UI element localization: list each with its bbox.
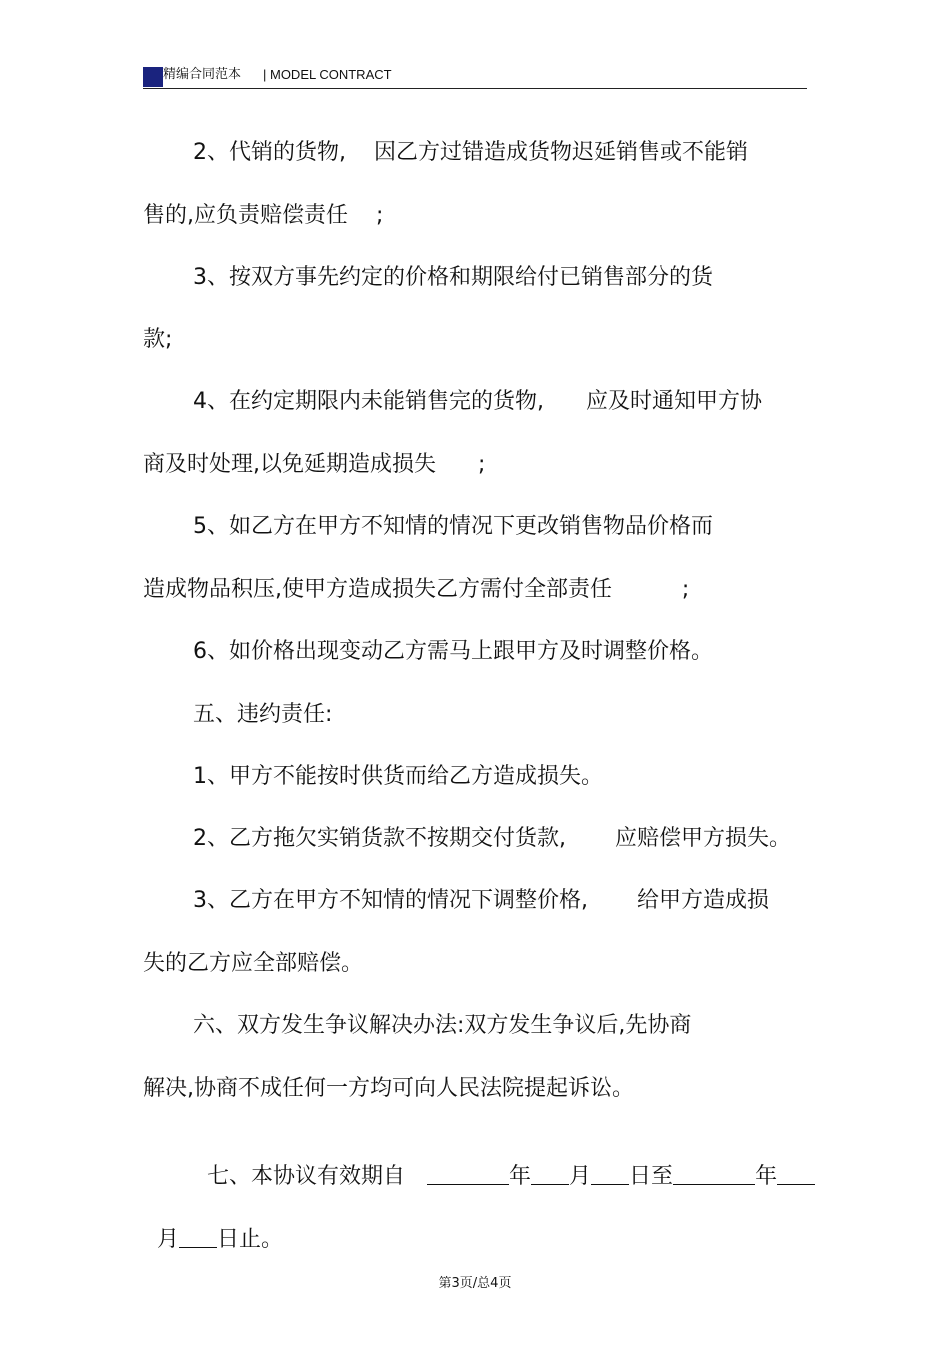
clause-line: 六、双方发生争议解决办法:双方发生争议后,先协商 (193, 1013, 692, 1038)
day-label: 日至 (629, 1164, 674, 1189)
header-brand-en: | MODEL CONTRACT (263, 67, 392, 82)
year-blank (427, 1164, 509, 1185)
clause-line: 6、如价格出现变动乙方需马上跟甲方及时调整价格。 (193, 639, 713, 664)
header-brand-cn: 精编合同范本 (163, 67, 242, 82)
month-label: 月 (569, 1164, 592, 1189)
clause-line: 1、甲方不能按时供货而给乙方造成损失。 (193, 764, 603, 789)
month-blank (777, 1164, 815, 1185)
clause-line: 商及时处理,以免延期造成损失 ; (143, 452, 486, 477)
clause-line: 3、乙方在甲方不知情的情况下调整价格, 给甲方造成损 (193, 888, 769, 913)
clause-line: 3、按双方事先约定的价格和期限给付已销售部分的货 (193, 265, 713, 290)
validity-prefix: 七、本协议有效期自 (207, 1164, 406, 1189)
clause-line: 4、在约定期限内未能销售完的货物, 应及时通知甲方协 (193, 389, 762, 414)
validity-line (193, 1138, 815, 1190)
section-heading: 五、违约责任: (193, 702, 333, 727)
end-label: 日止。 (217, 1227, 284, 1252)
clause-line: 失的乙方应全部赔偿。 (143, 951, 364, 976)
clause-line: 解决,协商不成任何一方均可向人民法院提起诉讼。 (143, 1076, 634, 1101)
clause-line: 造成物品积压,使甲方造成损失乙方需付全部责任 ; (143, 577, 690, 602)
clause-line: 2、代销的货物, 因乙方过错造成货物迟延销售或不能销 (193, 140, 748, 165)
page-header (143, 64, 807, 89)
clause-line: 售的,应负责赔偿责任 ; (143, 203, 384, 228)
month-blank (531, 1164, 569, 1185)
day-blank (179, 1227, 217, 1248)
year-label: 年 (755, 1164, 778, 1189)
validity-line (143, 1201, 283, 1253)
logo-icon (143, 67, 163, 87)
clause-line: 款; (143, 327, 173, 352)
year-label: 年 (509, 1164, 532, 1189)
day-blank (591, 1164, 629, 1185)
clause-line: 2、乙方拖欠实销货款不按期交付货款, 应赔偿甲方损失。 (193, 826, 791, 851)
month-label: 月 (157, 1227, 180, 1252)
clause-line: 5、如乙方在甲方不知情的情况下更改销售物品价格而 (193, 514, 713, 539)
page-number: 第3页/总4页 (438, 1276, 512, 1291)
year-blank (673, 1164, 755, 1185)
